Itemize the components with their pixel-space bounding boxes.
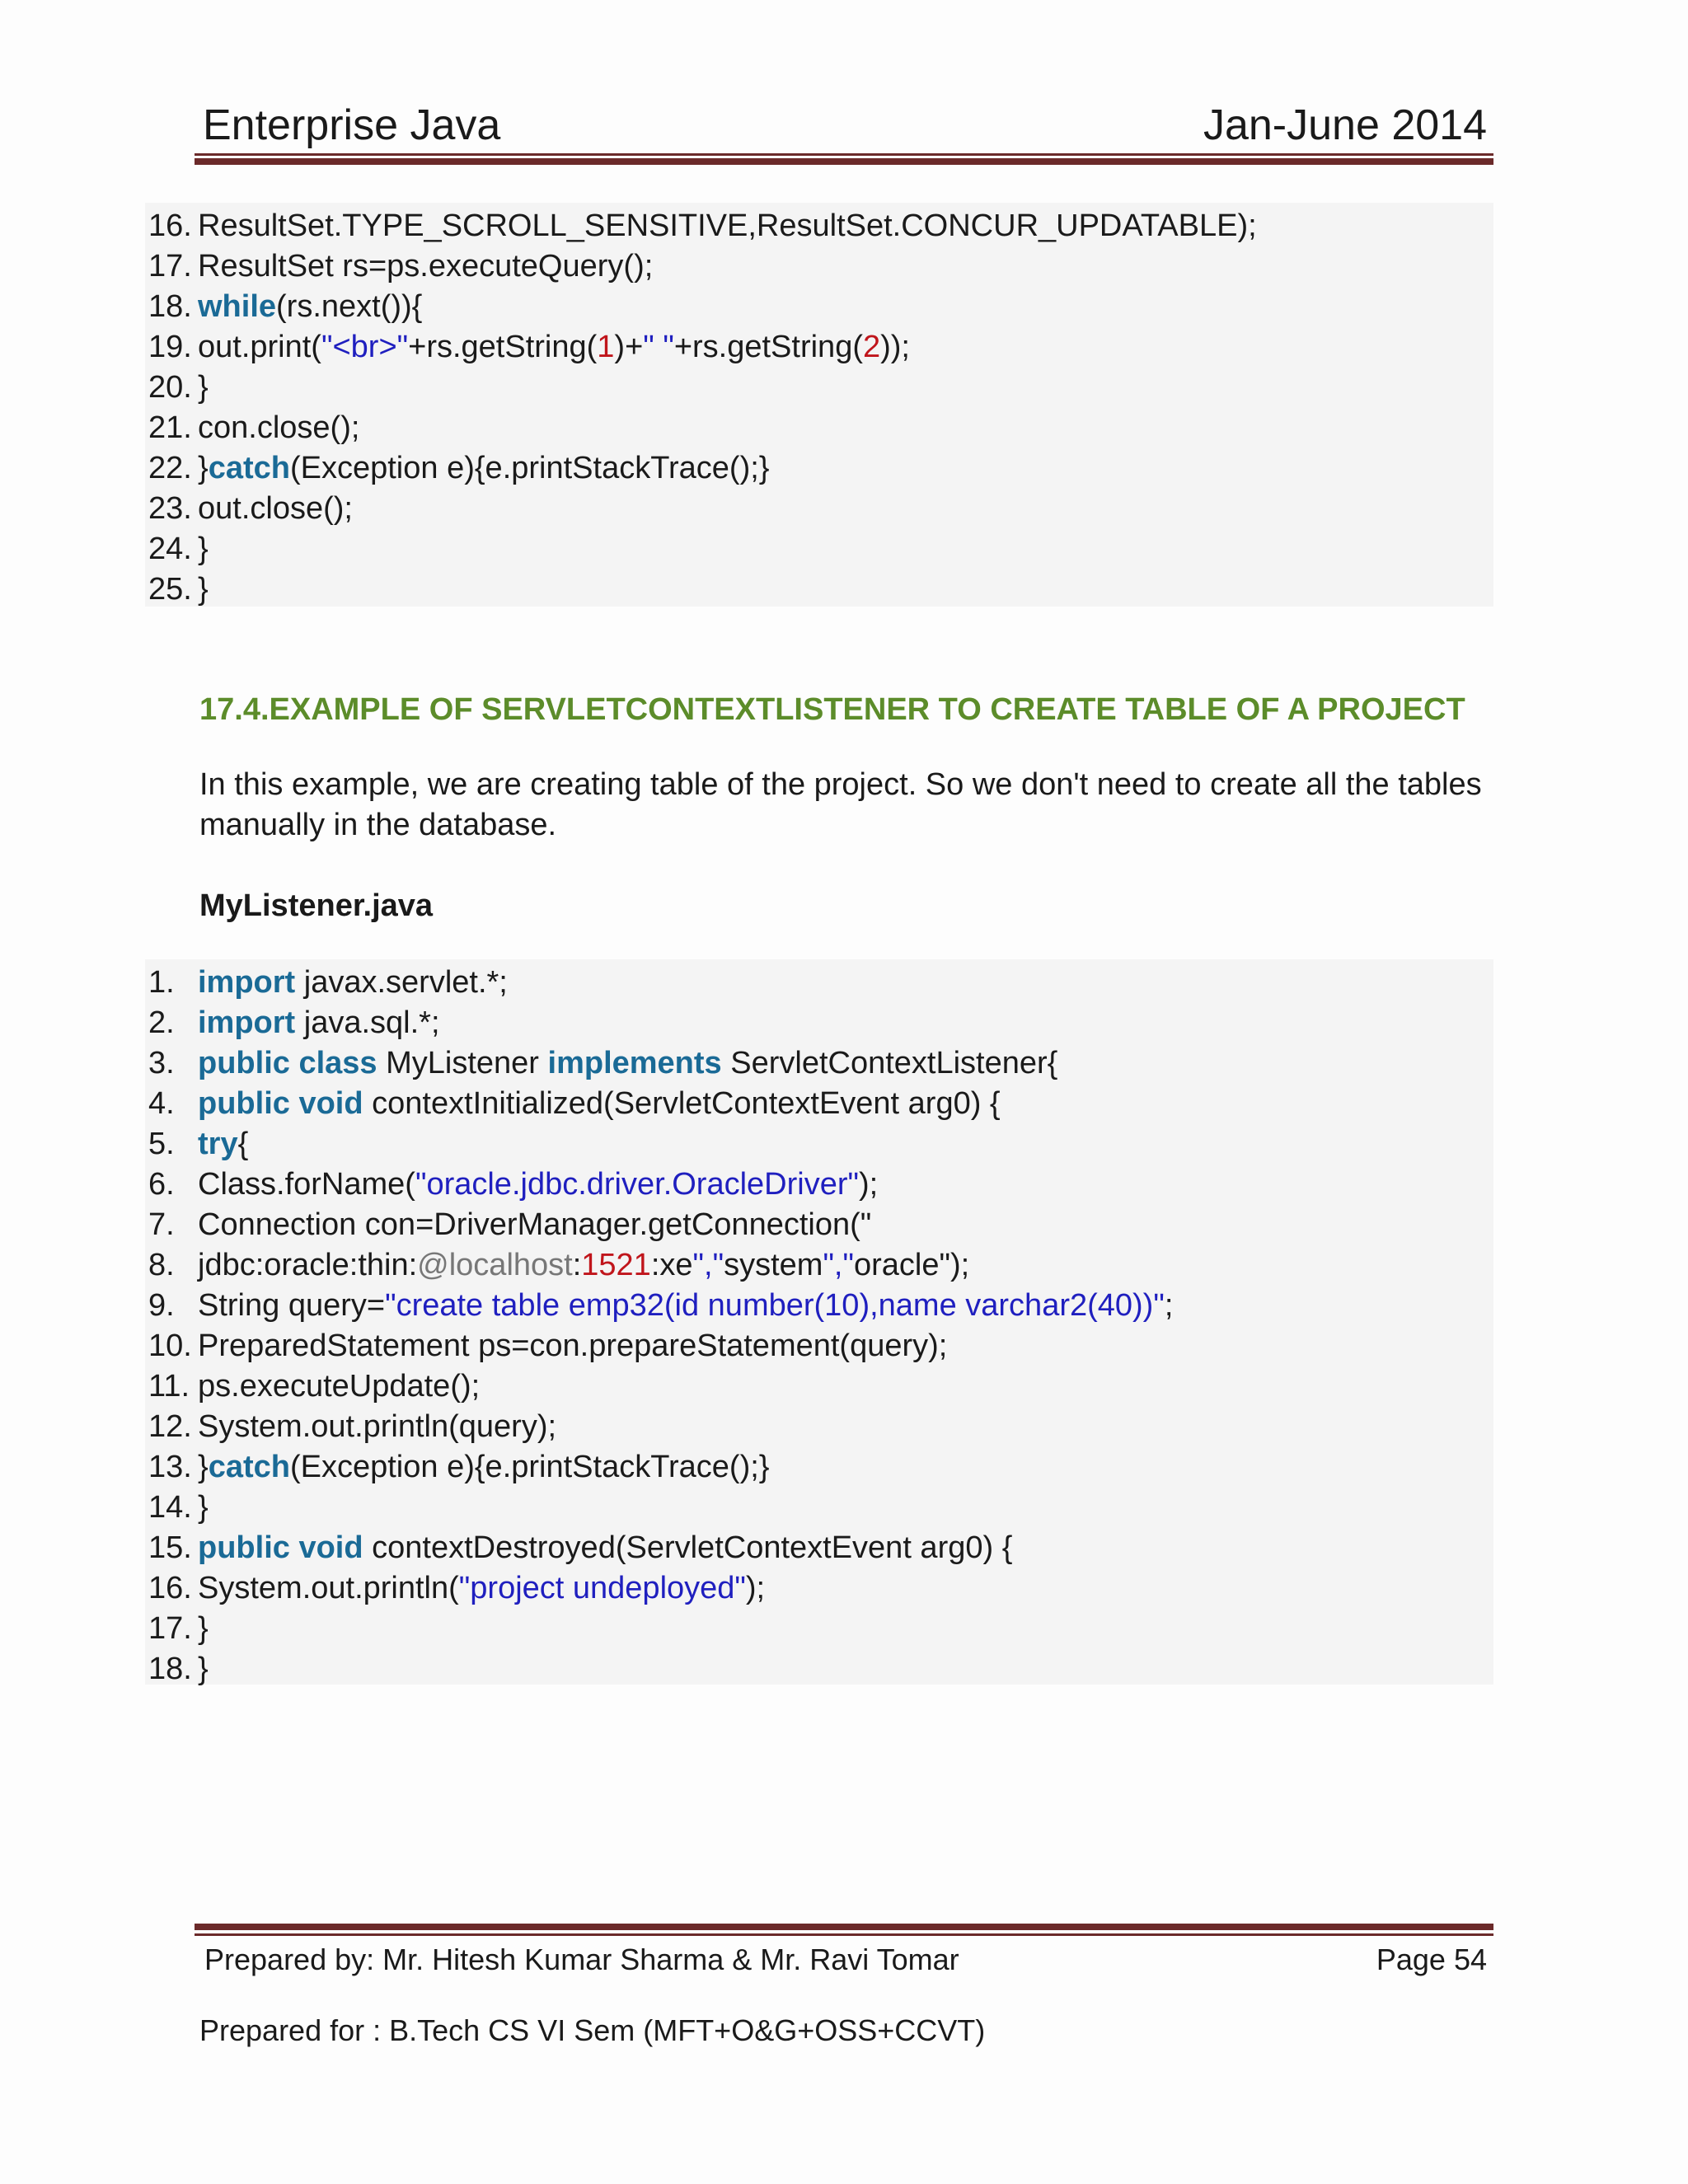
section-title: 17.4.EXAMPLE OF SERVLETCONTEXTLISTENER TO CREATE TABLE OF A PROJECT <box>199 692 1465 727</box>
code-token: out.print( <box>198 330 321 364</box>
code-token: } <box>198 532 209 566</box>
code-token: try <box>198 1127 238 1161</box>
code-token: public class <box>198 1046 377 1080</box>
code-text <box>198 1124 248 1165</box>
code-token: } <box>198 370 209 405</box>
code-token: public void <box>198 1086 363 1121</box>
header-rule-thin <box>195 153 1493 156</box>
code-token: (Exception e){e.printStackTrace();} <box>289 451 770 485</box>
code-token: "," <box>692 1248 724 1282</box>
code-token: { <box>237 1127 249 1161</box>
section-paragraph: In this example, we are creating table of the project. So we don't need to create all the tables manually in the database. <box>199 767 1482 842</box>
code-token: contextInitialized(ServletContextEvent arg0) { <box>363 1086 1001 1121</box>
code-text <box>198 1165 878 1205</box>
line-number: 12. <box>148 1409 192 1444</box>
code-token: )+ <box>614 330 644 364</box>
code-text <box>198 1528 1012 1568</box>
code-text <box>198 408 359 448</box>
code-token: Connection con=DriverManager.getConnection(" <box>198 1207 872 1242</box>
code-text <box>198 489 353 529</box>
code-token: ps.executeUpdate(); <box>198 1369 481 1404</box>
line-number: 16. <box>148 1571 192 1605</box>
code-token: String query= <box>198 1288 386 1323</box>
code-token: con.close(); <box>198 410 360 445</box>
code-text <box>198 287 422 327</box>
line-number: 23. <box>148 491 192 526</box>
code-block-continued <box>145 203 1493 607</box>
code-token: )); <box>880 330 910 364</box>
code-text <box>198 569 209 610</box>
code-token: "project undeployed" <box>458 1571 746 1605</box>
code-token: Class.forName( <box>198 1167 415 1202</box>
line-number: 10. <box>148 1329 192 1363</box>
footer-rule-thin <box>195 1933 1493 1936</box>
code-text <box>198 448 770 489</box>
line-number: 4. <box>148 1086 175 1121</box>
code-token: java.sql.*; <box>295 1005 440 1040</box>
code-token: ); <box>858 1167 879 1202</box>
line-number: 15. <box>148 1530 192 1565</box>
code-text <box>198 1205 871 1245</box>
code-token: PreparedStatement ps=con.prepareStatement(query); <box>198 1329 948 1363</box>
code-text <box>198 246 653 287</box>
code-token: jdbc:oracle:thin: <box>198 1248 418 1282</box>
line-number: 25. <box>148 572 192 607</box>
line-number: 9. <box>148 1288 175 1323</box>
code-token: } <box>198 451 209 485</box>
header-rule-thick <box>195 158 1493 165</box>
code-token: 1 <box>597 330 615 364</box>
code-text <box>198 1043 1057 1084</box>
code-text <box>198 1649 209 1690</box>
code-text <box>198 327 910 368</box>
code-text <box>198 1245 969 1286</box>
code-text <box>198 1084 1001 1124</box>
code-text <box>198 1286 1173 1326</box>
line-number: 5. <box>148 1127 175 1161</box>
header-title: Enterprise Java <box>203 101 501 149</box>
footer-prepared-by: Prepared by: Mr. Hitesh Kumar Sharma & Mr. Ravi Tomar <box>204 1943 959 1976</box>
code-token: ServletContextListener{ <box>721 1046 1058 1080</box>
code-text <box>198 1609 209 1649</box>
code-token: +rs.getString( <box>408 330 598 364</box>
code-token: @localhost <box>417 1248 573 1282</box>
code-token: javax.servlet.*; <box>295 965 508 1000</box>
line-number: 8. <box>148 1248 175 1282</box>
code-text <box>198 529 209 569</box>
line-number: 18. <box>148 289 192 324</box>
code-token: import <box>198 1005 296 1040</box>
code-text <box>198 1568 765 1609</box>
line-number: 6. <box>148 1167 175 1202</box>
line-number: 1. <box>148 965 175 1000</box>
code-token: (rs.next()){ <box>276 289 423 324</box>
line-number: 18. <box>148 1652 192 1686</box>
code-token: 2 <box>862 330 881 364</box>
code-token: } <box>198 1490 209 1525</box>
code-token: import <box>198 965 296 1000</box>
code-text <box>198 206 1257 246</box>
line-number: 3. <box>148 1046 175 1080</box>
header-date: Jan-June 2014 <box>1203 101 1487 149</box>
line-number: 20. <box>148 370 192 405</box>
line-number: 22. <box>148 451 192 485</box>
code-token: +rs.getString( <box>673 330 863 364</box>
code-token: "create table emp32(id number(10),name varchar2(40))" <box>385 1288 1165 1323</box>
code-token: "oracle.jdbc.driver.OracleDriver" <box>415 1167 859 1202</box>
file-name: MyListener.java <box>199 888 434 923</box>
line-number: 17. <box>148 249 192 284</box>
line-number: 2. <box>148 1005 175 1040</box>
code-token: system <box>724 1248 823 1282</box>
code-block-mylistener <box>145 959 1493 1685</box>
code-token: MyListener <box>377 1046 548 1080</box>
code-text <box>198 1003 440 1043</box>
code-token: ); <box>745 1571 766 1605</box>
code-token: ; <box>1164 1288 1174 1323</box>
code-text <box>198 1326 947 1366</box>
line-number: 19. <box>148 330 192 364</box>
line-number: 21. <box>148 410 192 445</box>
code-text <box>198 1488 209 1528</box>
code-token: public void <box>198 1530 363 1565</box>
code-token: 1521 <box>581 1248 651 1282</box>
code-token: implements <box>547 1046 722 1080</box>
code-token: contextDestroyed(ServletContextEvent arg0) { <box>363 1530 1013 1565</box>
footer-page-number: Page 54 <box>1376 1943 1487 1976</box>
line-number: 14. <box>148 1490 192 1525</box>
line-number: 17. <box>148 1611 192 1646</box>
line-number: 13. <box>148 1450 192 1484</box>
code-token: oracle"); <box>853 1248 970 1282</box>
code-token: "<br>" <box>321 330 409 364</box>
footer-rule-thick <box>195 1924 1493 1930</box>
code-token: System.out.println(query); <box>198 1409 557 1444</box>
code-token: } <box>198 572 209 607</box>
code-token: catch <box>208 451 290 485</box>
footer-prepared-for: Prepared for : B.Tech CS VI Sem (MFT+O&G+OSS+CCVT) <box>199 2013 986 2047</box>
line-number: 7. <box>148 1207 175 1242</box>
code-token: } <box>198 1652 209 1686</box>
code-token: ResultSet rs=ps.executeQuery(); <box>198 249 654 284</box>
code-token: : <box>572 1248 582 1282</box>
code-token: ResultSet.TYPE_SCROLL_SENSITIVE,ResultSet.CONCUR_UPDATABLE); <box>198 209 1257 243</box>
line-number: 16. <box>148 209 192 243</box>
code-token: (Exception e){e.printStackTrace();} <box>289 1450 770 1484</box>
line-number: 24. <box>148 532 192 566</box>
code-token: } <box>198 1450 209 1484</box>
code-text <box>198 1366 480 1407</box>
code-token: } <box>198 1611 209 1646</box>
code-text <box>198 1447 770 1488</box>
code-text <box>198 963 508 1003</box>
code-text <box>198 1407 556 1447</box>
code-token: catch <box>208 1450 290 1484</box>
code-token: "," <box>823 1248 854 1282</box>
code-token: :xe <box>650 1248 693 1282</box>
code-token: System.out.println( <box>198 1571 459 1605</box>
line-number: 11. <box>148 1369 190 1404</box>
code-text <box>198 368 209 408</box>
code-token: out.close(); <box>198 491 353 526</box>
code-token: " " <box>643 330 674 364</box>
code-token: while <box>198 289 277 324</box>
